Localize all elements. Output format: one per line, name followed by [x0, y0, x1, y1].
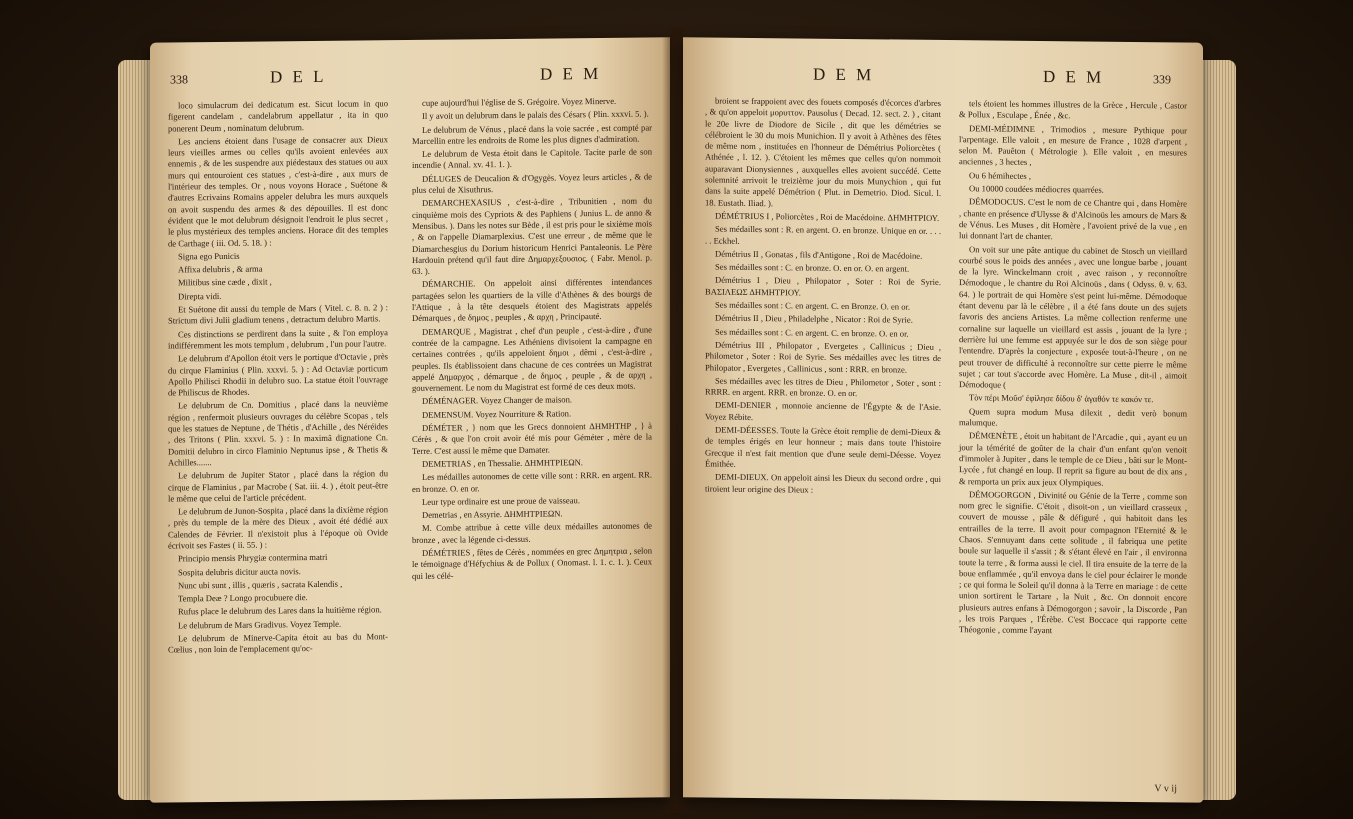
paragraph: Le delubrum de Cn. Domitius , placé dans la neuvième région , renfermoit plusieurs ouvrages du célèbre Scopas , tels que les statues de Neptune , de Thétis , d'Achille , des Néréides , des Tritons ( Plin. xxxvi. 5. ) : In maximâ dignatione Cn. Domitii delubro in circo Flaminio Neptunus ipse , & Thetis & Achilles....... — [168, 398, 388, 468]
paragraph: Le delubrum de Junon-Sospita , placé dans la dixième région , près du temple de la mère des Dieux , avoit été dédié aux Calendes de Février. Il n'existoit plus à l'époque où Ovide écrivoit ses Fastes ( ii. 55. ) : — [168, 504, 389, 551]
paragraph: Ses médailles sont : C. en bronze. O. en or. O. en argent. — [715, 261, 910, 274]
left-column-1 — [168, 98, 388, 658]
paragraph: DEMENSUM. Voyez Nourriture & Ration. — [422, 408, 572, 420]
paragraph: Démétrius II , Gonatas , fils d'Antigone , Roi de Macédoine. — [715, 248, 923, 261]
left-page — [150, 37, 670, 802]
paragraph: DÉMODOCUS. C'est le nom de ce Chantre qui , dans Homère , chante en présence d'Ulysse & d'Alcinoüs les amours de Mars & de Vénus. Les Muses , dit Homère , l'avoient privé de la vue , en lui donnant l'art de chanter. — [959, 196, 1187, 242]
paragraph: Rufus place le delubrum des Lares dans la huitième région. — [178, 604, 382, 617]
paragraph: Signa ego Punicis — [178, 250, 240, 262]
paragraph: Quem supra modum Musa dilexit , dedit verò bonum malumque. — [959, 405, 1187, 428]
paragraph: Ses médailles sont : C. en argent. C. en bronze. O. en or. — [715, 326, 909, 339]
paragraph: Ou 6 hémihectes , — [969, 170, 1032, 181]
paragraph: Direpta vidi. — [178, 290, 222, 302]
left-page-number: 338 — [170, 72, 188, 87]
paragraph: Le delubrum de Jupiter Stator , placé dans la région du cirque de Flaminius , par Macrobe ( Sat. iii. 4. ) , étoit peut-être le même que celui de l'article précédent. — [168, 468, 388, 504]
paragraph: cupe aujourd'hui l'église de S. Grégoire. Voyez Minerve. — [422, 95, 617, 108]
right-page — [683, 37, 1203, 802]
paragraph: DEMI-DIEUX. On appeloit ainsi les Dieux du second ordre , qui tiroient leur origine des Dieux : — [705, 471, 941, 495]
paragraph: DÉMŒNÈTE , étoit un habitant de l'Arcadie , qui , ayant eu un jour la témérité de goûter de la chair d'un enfant qu'on venoit d'immoler à Jupiter , dans le temple de ce Dieu , bâti sur le Mont-Lycée , fut changé en loup. Il reprit sa figure au bout de dix ans , & remporta un prix aux jeux Olympiques. — [959, 430, 1188, 488]
paragraph: Templa Deæ ? Longo procubuere die. — [178, 592, 308, 604]
right-column-1 — [705, 96, 941, 499]
paragraph: Demetrias , en Assyrie. ΔΗΜΗΤΡΙΕΩΝ. — [422, 508, 563, 520]
paragraph: Et Suétone dit aussi du temple de Mars ( Vitel. c. 8. n. 2 ) : Strictum divi Julii gladium tenens , detractum delubro Martis. — [168, 302, 388, 326]
left-head-right: D E M — [540, 63, 602, 84]
paragraph: DEMARCHEXASIUS , c'est-à-dire , Tribunitien , nom du cinquième mois des Cypriots & des Paphiens ( Junius L. de anno & Mensibus. ). Dans les notes sur Bède , il est pris pour le sixième mois , & on l'appelle Diamarplexius. C'est une erreur , de même que le Diamarchesgius du Dorium historicum Henrici Pantaleonis. Le Père Hardouin prétend qu'il faut dire Δημαρχεξουσιος. ( Fabr. Menol. p. 63. ). — [412, 195, 652, 277]
paragraph: Le delubrum de Vénus , placé dans la voie sacrée , est compté par Marcellin entre les endroits de Rome les plus dignes d'admiration. — [412, 122, 652, 146]
paragraph: Démétrius III , Philopator , Evergetes , Callinicus ; Dieu , Philometor , Soter : Roi de Syrie. Ses médailles avec les titres de Philopator , Evergetes , Callinicus , sont : RRR. en bronze. — [705, 339, 941, 375]
paragraph: Affixa delubris , & arma — [178, 263, 263, 275]
paragraph: DEMARQUE , Magistrat , chef d'un peuple , c'est-à-dire , d'une contrée de la campagne. Les Athéniens divisoient la campagne en certaines contrées , qu'ils appeloient δημοι , dêmi , c'est-à-dire , peuples. Ils établissoient dans chacune de ces contrées un Magistrat appelé Δημαρχος , démarque , de δημος , peuple , & de αρχη , gouvernement. Le nom du Magistrat est formé de ces deux mots. — [412, 324, 652, 394]
signature-mark: V v ij — [1154, 783, 1177, 795]
paragraph: Sospita delubris dicitur aucta novis. — [178, 565, 301, 578]
paragraph: Τὸν πέρι Μοῦσ' ἐφίλησε δίδου δ' ἀγαθόν τε κακόν τε. — [969, 392, 1154, 405]
paragraph: Les anciens étoient dans l'usage de consacrer aux Dieux leurs vieilles armes ou celles qu'ils avoient enlevées aux ennemis , & de les suspendre aux piédestaux des statues ou aux murs qui entouroient ces statues , c'est-à-dire , aux murs de l'intérieur des temples. Or , nous voyons Horace , Suétone & d'autres Ecrivains Romains appeler delubra les murs auxquels on avoit suspendu des armes & des dépouilles. Il est donc évident que le mot delubrum désignoit l'endroit le plus secret , le plus mystérieux des temples anciens. Horace dit des temples de Carthage ( iii. Od. 5. 18. ) : — [168, 134, 388, 249]
paragraph: DEMI-DÉESSES. Toute la Grèce étoit remplie de demi-Dieux & de temples érigés en leur honneur ; mais dans toute l'histoire Grecque il n'est fait mention que d'une seule demi-Déesse. Voyez Émithée. — [705, 424, 941, 469]
paragraph: On voit sur une pâte antique du cabinet de Stosch un vieillard courbé sous le poids des années , avec une longue barbe , jouant de la lyre. Winckelmann croit , avec raison , y reconnoître Démodoque , le chantre du Roi Alcinoüs , dans ( Odyss. θ. v. 63. 64. ) le portrait de qui Homère s'est peint lui-même. Démodoque étant devenu par là le célèbre , il a été fans doute un des sujets favoris des anciens Artistes. La même collection renferme une cornaline sur laquelle un vieillard est assis , jouant de la lyre ; derrière lui une femme est appuyée sur le dos de son siège pour l'entendre. D'après la conjecture , exposée tout-à-l'heure , on ne peut trouver de difficulté à reconnoître sur cette pierre le même sujet ; car tout s'accorde avec Homère. La Muse , dit-il , aimoit Démodoque ( — [959, 243, 1187, 390]
paragraph: DÉMÉTER , } nom que les Grecs donnoient ΔΗΜΗΤΗΡ , } à Cérès , & que l'on croit avoir été mis pour Géméter , mère de la Terre. C'est aussi le même que Damater. — [412, 420, 652, 456]
paragraph: Le delubrum de Minerve-Capita étoit au bas du Mont-Cœlius , non loin de l'emplacement qu'oc- — [168, 631, 388, 655]
paragraph: loco simulacrum dei dedicatum est. Sicut locum in quo figerent candelam , candelabrum appellatur , ita in quo ponerent Deum , nominatum delubrum. — [168, 98, 388, 134]
left-head-left: D E L — [270, 66, 327, 87]
paragraph: DEMETRIAS , en Thessalie. ΔΗΜΗΤΡΙΕΩΝ. — [422, 457, 583, 469]
paragraph: Démétrius I , Dieu , Philopator , Soter : Roi de Syrie. ΒΑΣΙΛΕΩΣ ΔΗΜΗΤΡΙΟΥ. — [705, 275, 941, 298]
paragraph: Militibus sine cæde , dixit , — [178, 276, 272, 288]
right-head-right: D E M — [1043, 67, 1105, 87]
paragraph: Le delubrum de Mars Gradivus. Voyez Temple. — [178, 618, 342, 631]
paragraph: DÉMÉTRIES , fêtes de Cérès , nommées en grec Δημητρια , selon le témoignage d'Héfychius & de Pollux ( Onomast. l. 1. c. 1. ). Ceux qui les célé- — [412, 545, 652, 581]
paragraph: Leur type ordinaire est une proue de vaisseau. — [422, 495, 580, 507]
paragraph: Démétrius II , Dieu , Philadelphe , Nicator : Roi de Syrie. — [715, 312, 913, 326]
paragraph: Ses médailles avec les titres de Dieu , Philometor , Soter , sont : RRRR. en argent. RRR. en bronze. O. en or. — [705, 375, 941, 399]
left-column-2 — [412, 95, 652, 583]
paragraph: DEMI-DENIER , monnoie ancienne de l'Égypte & de l'Asie. Voyez Rébite. — [705, 400, 941, 422]
paragraph: DÉMÉNAGER. Voyez Changer de maison. — [422, 394, 573, 407]
paragraph: Principio mensis Phrygiæ contermina matri — [178, 552, 328, 564]
paragraph: Il y avoit un delubrum dans le palais des Césars ( Plin. xxxvi. 5. ). — [422, 108, 649, 122]
paragraph: Ces distinctions se perdirent dans la suite , & l'on employa indifféremment les mots templum , delubrum , l'un pour l'autre. — [168, 326, 388, 351]
paragraph: DÉMARCHIE. On appeloit ainsi différentes intendances partagées selon les quartiers de la ville d'Athènes & des bourgs de l'Attique , à la tête desquels étoient des Magistrats appelés Démarques , de δημος , peuples , & αρχη , Principauté. — [412, 276, 652, 324]
left-running-head — [150, 63, 670, 92]
paragraph: DEMI-MÉDIMNE , Trimodios , mesure Pythique pour l'arpentage. Elle valoit , en mesure de France , 1028 d'arpent , selon M. Pauêton ( Métrologie ). Elle valoit , en mesures anciennes , 3 hectes , — [959, 122, 1187, 168]
paragraph: Ses médailles sont : C. en argent. C. en Bronze. O. en or. — [715, 299, 911, 312]
right-column-2 — [959, 98, 1187, 640]
paragraph: Les médailles autonomes de cette ville sont : RRR. en argent. RR. en bronze. O. en or. — [412, 469, 652, 494]
paragraph: DÉMOGORGON , Divinité ou Génie de la Terre , comme son nom grec le signifie. C'étoit , disoit-on , un vieillard crasseux , couvert de mousse , pâle & défiguré , qui habitoit dans les entrailles de la terre. Il avoit pour compagnon l'Eternité & le Chaos. S'ennuyant dans cette solitude , il fabriqua une petite boule sur laquelle il s'assit ; & s'étant élevé en l'air , il environna toute la terre , & forma aussi le ciel. Il tira ensuite de la terre de la boue enflammée , qu'il envoya dans le ciel pour éclairer le monde ; ce qui forma le Soleil qu'il donna à la Terre en mariage : de cette union sortirent le Tartare , la Nuit , &c. On donnoit encore plusieurs autres enfans à Démogorgon ; savoir , la Discorde , Pan , les trois Parques , l'Érèbe. C'est Boccace qui rapporte cette Théogonie , comme l'ayant — [959, 489, 1187, 636]
paragraph: Le delubrum d'Apollon étoit vers le portique d'Octavie , près du cirque Flaminius ( Plin. xxxvi. 5. ) : Ad Octaviæ porticum Apollo Philisci Rhodii in delubro suo. La statue étoit l'ouvrage de Philiscus de Rhodes. — [168, 351, 388, 398]
right-running-head — [683, 63, 1203, 92]
paragraph: M. Combe attribue à cette ville deux médailles autonomes de bronze , avec la légende ci-dessus. — [412, 520, 652, 545]
right-page-number: 339 — [1153, 72, 1171, 87]
paragraph: Ou 10000 coudées médiocres quarrées. — [969, 183, 1104, 195]
paragraph: tels étoient les hommes illustres de la Grèce , Hercule , Castor & Pollux , Esculape , Énée , &c. — [959, 98, 1187, 121]
paragraph: broient se frappoient avec des fouets composés d'écorces d'arbres , & qu'on appeloit μορυττον. Pausolus ( Decad. 12. sect. 2. ) , citant le 20e livre de Diodore de Sicile , dit que les démétries se célébroient le 30 du mois Munichion. Il y avoit à Athènes des fêtes de même nom , instituées en l'honneur de Démétrius Poliorcètes ( Athénée , l. 12. ). C'étoient les mêmes que celles qu'on nommoit auparavant Dionysiennes , auxquelles elles avoient succédé. Cette solemnité arrivoit le treizième jour du mois Munychion , qui fut dans la suite appelé Démétrion ( Plut. in Demetrio. Diod. Sicul. l. 18. Eustath. Iliad. ). — [705, 95, 941, 208]
paragraph: Le delubrum de Vesta étoit dans le Capitole. Tacite parle de son incendie ( Annal. xv. 41. 1. ). — [412, 146, 652, 171]
paragraph: Ses médailles sont : R. en argent. O. en bronze. Unique en or. . . . . . Eckhel. — [705, 223, 941, 246]
paragraph: DÉLUGES de Deucalion & d'Ogygès. Voyez leurs articles , & de plus celui de Xisuthrus. — [412, 171, 652, 196]
paragraph: DÉMÉTRIUS I , Poliorcètes , Roi de Macédoine. ΔΗΜΗΤΡΙΟΥ. — [715, 210, 940, 223]
right-head-left: D E M — [813, 64, 875, 85]
paragraph: Nunc ubi sunt , illis , quæris , sacrata Kalendis , — [178, 578, 343, 591]
